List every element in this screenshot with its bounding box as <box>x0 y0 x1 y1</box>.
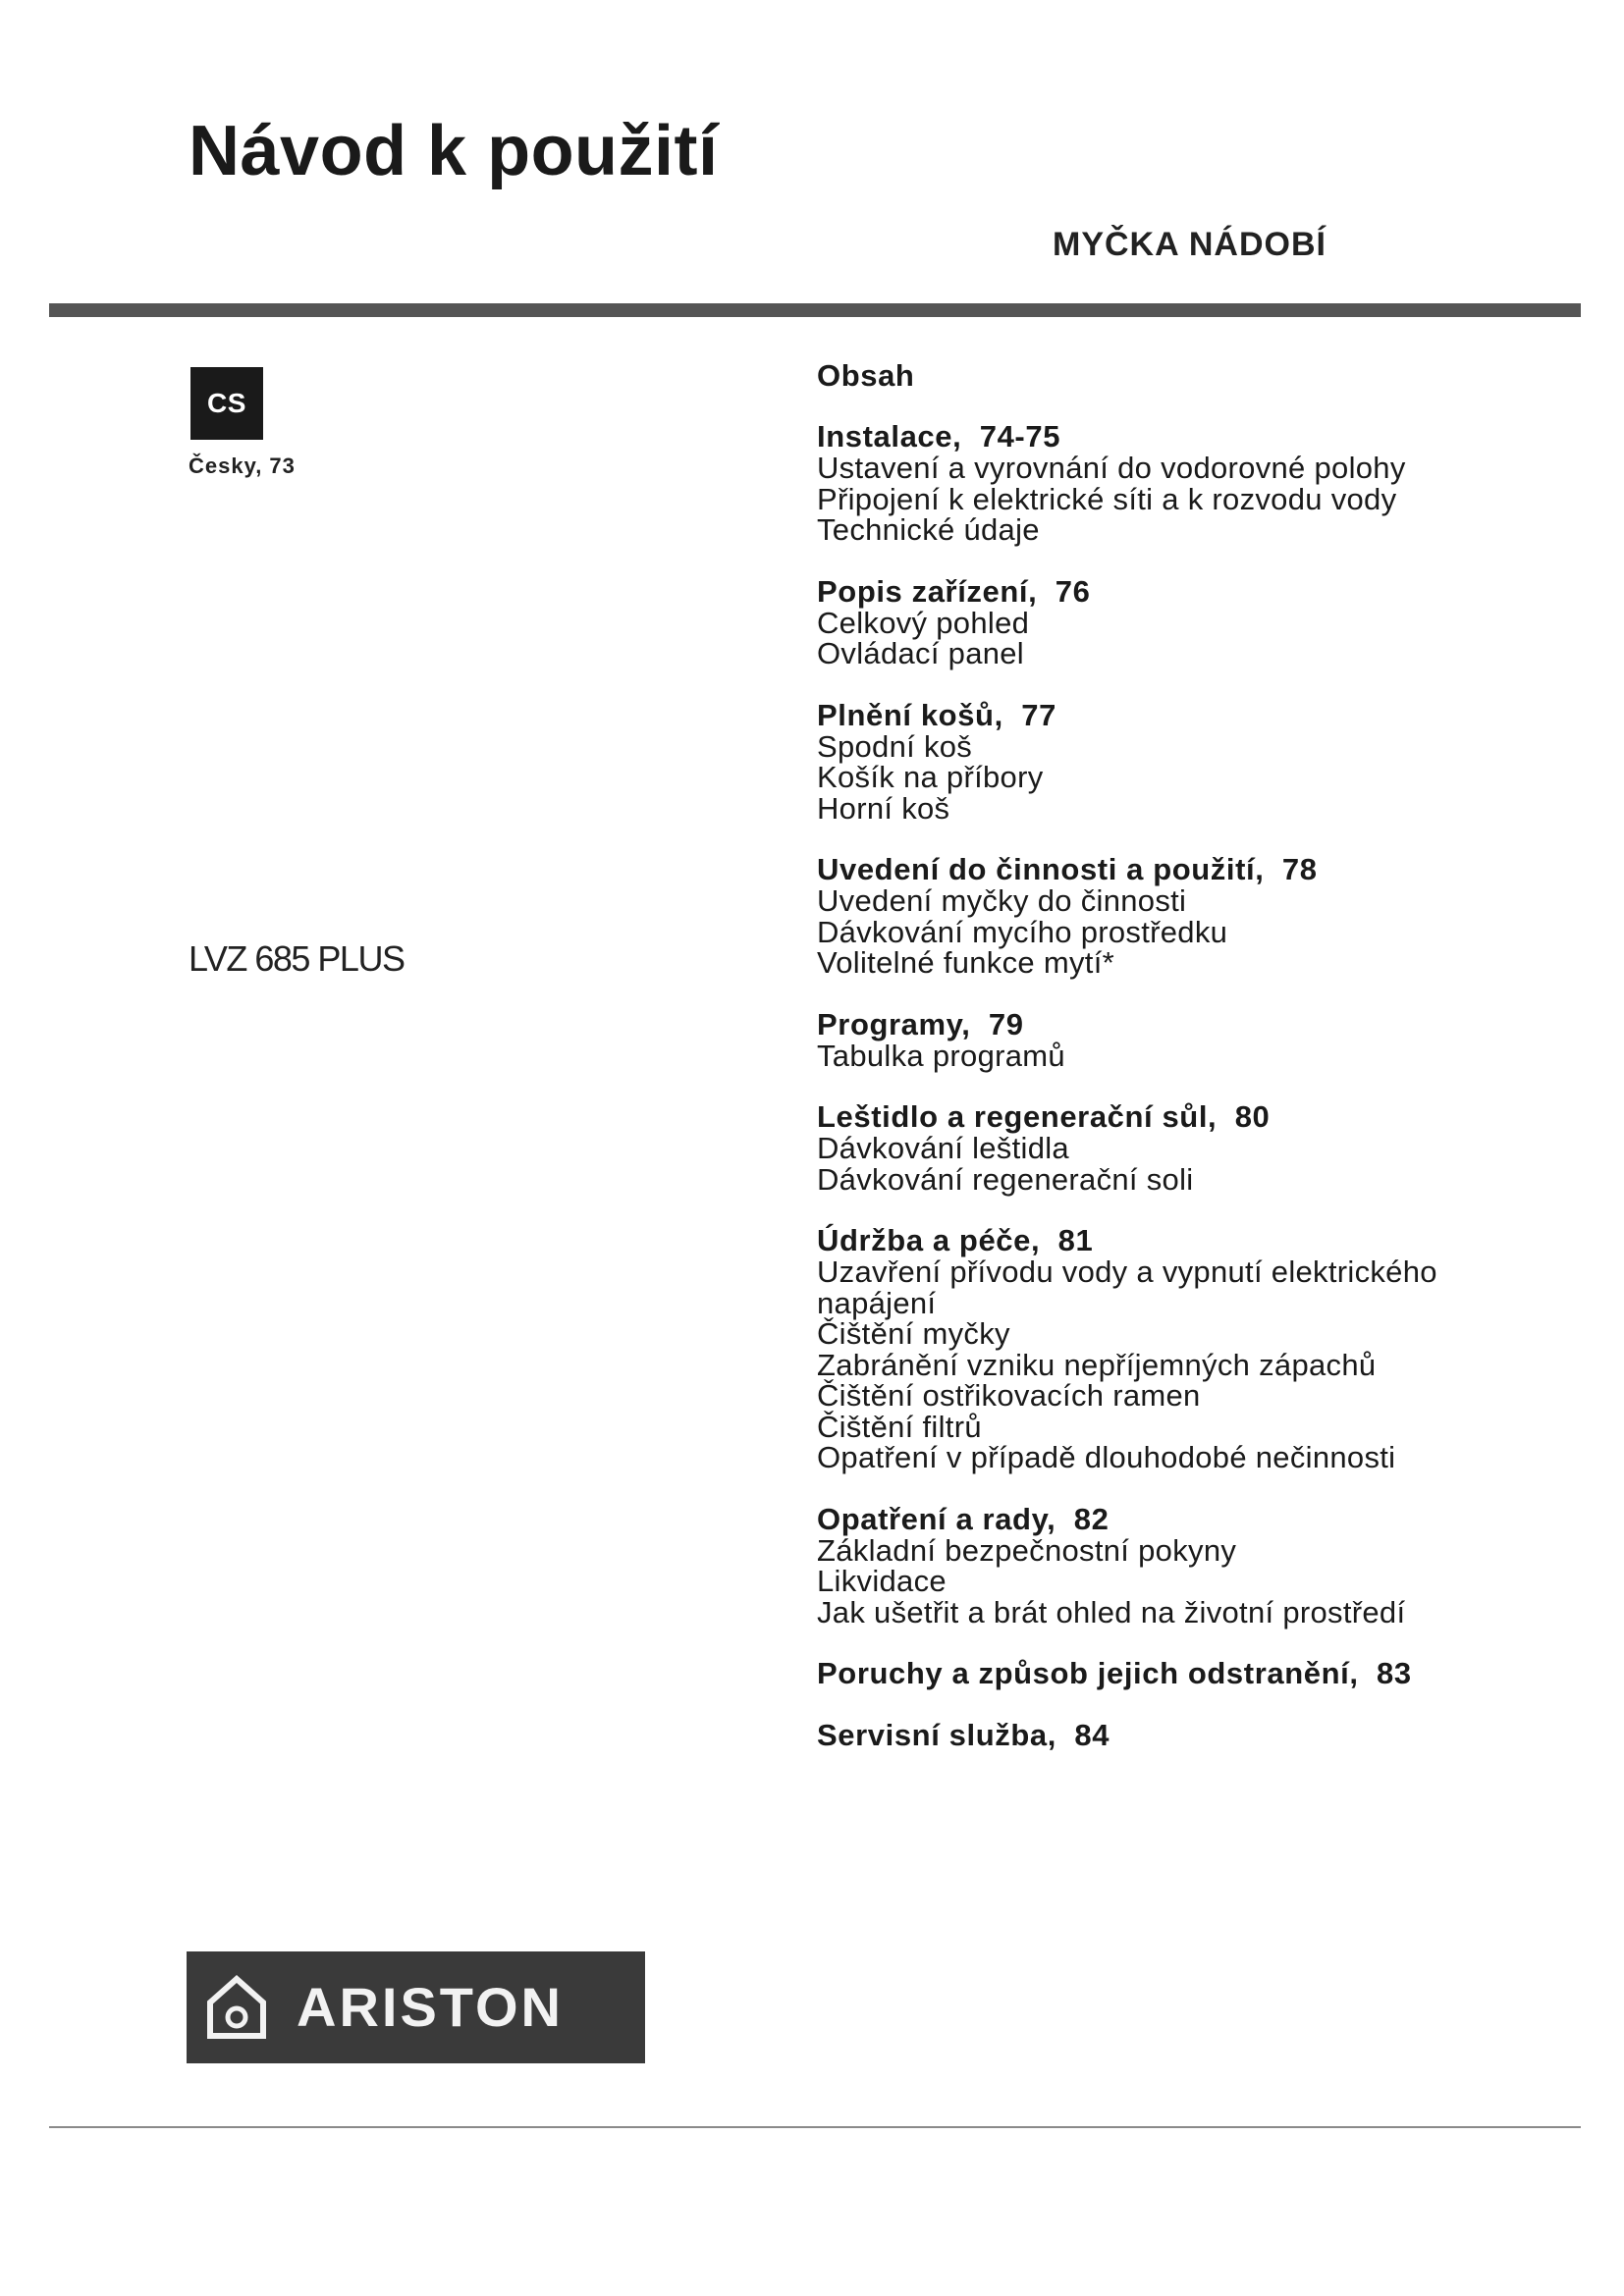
toc-section-name: Plnění košů, <box>817 697 1003 732</box>
toc-section-title <box>817 1100 1563 1133</box>
toc-section-name: Servisní služba, <box>817 1718 1056 1752</box>
toc-section <box>817 1503 1563 1629</box>
toc-item: Ovládací panel <box>817 636 1024 670</box>
toc-item: Opatření v případě dlouhodobé nečinnosti <box>817 1440 1396 1474</box>
toc-section-title <box>817 1657 1563 1689</box>
product-type: MYČKA NÁDOBÍ <box>1053 226 1326 263</box>
toc-section-name: Instalace, <box>817 419 962 454</box>
toc-item: Zabránění vzniku nepříjemných zápachů <box>817 1347 1377 1382</box>
toc-section-page: 78 <box>1281 852 1318 886</box>
toc-section <box>817 1657 1563 1689</box>
toc-section-page: 74-75 <box>979 419 1061 454</box>
toc-section-title <box>817 1008 1563 1041</box>
toc-section-title <box>817 853 1563 885</box>
toc-item: Spodní koš <box>817 728 973 764</box>
toc-section-name: Popis zařízení, <box>817 573 1038 609</box>
toc-section-page: 77 <box>1021 697 1056 732</box>
toc-item: Čištění myčky <box>817 1316 1010 1351</box>
toc-item: Technické údaje <box>817 512 1040 547</box>
toc-section-title <box>817 699 1563 731</box>
toc-section-name: Opatření a rady, <box>817 1501 1056 1536</box>
toc-section-title <box>817 575 1563 608</box>
page-title: Návod k použití <box>189 112 719 190</box>
toc-section <box>817 575 1563 669</box>
toc-item: Připojení k elektrické síti a k rozvodu vody <box>817 481 1397 516</box>
toc-item: Uvedení myčky do činnosti <box>817 883 1187 918</box>
toc-section-name: Leštidlo a regenerační sůl, <box>817 1099 1218 1134</box>
toc-item: Dávkování leštidla <box>817 1131 1069 1165</box>
toc-section-name: Programy, <box>817 1006 971 1041</box>
toc-item: Dávkování regenerační soli <box>817 1161 1194 1197</box>
toc-item: Uzavření přívodu vody a vypnutí elektrického <box>817 1255 1437 1289</box>
toc-section <box>817 853 1563 979</box>
toc-section <box>817 1008 1563 1072</box>
model-name: LVZ 685 PLUS <box>189 938 405 979</box>
toc-heading: Obsah <box>817 358 915 393</box>
toc-section <box>817 1719 1563 1751</box>
language-badge: CS <box>190 367 263 440</box>
toc-section-page: 82 <box>1073 1501 1110 1536</box>
toc-section-page: 81 <box>1057 1223 1094 1257</box>
toc-section-name: Poruchy a způsob jejich odstranění, <box>817 1656 1359 1690</box>
toc-section-page: 84 <box>1074 1718 1110 1752</box>
toc-section-page: 83 <box>1376 1656 1412 1690</box>
toc-item: Ustavení a vyrovnání do vodorovné polohy <box>817 451 1406 485</box>
ariston-logo <box>187 1951 645 2063</box>
toc-item: Likvidace <box>817 1564 947 1598</box>
toc-section <box>817 420 1563 546</box>
toc-section-title <box>817 420 1563 453</box>
toc-item: Čištění filtrů <box>817 1409 982 1444</box>
house-icon <box>206 1975 267 2040</box>
toc-section-page: 80 <box>1234 1099 1271 1134</box>
toc-section <box>817 1224 1563 1473</box>
toc-section-name: Údržba a péče, <box>817 1223 1041 1257</box>
language-page-reference: Česky, 73 <box>189 454 296 478</box>
toc-item: Volitelné funkce mytí* <box>817 945 1114 980</box>
toc-item: Čištění ostřikovacích ramen <box>817 1378 1201 1413</box>
toc-item: Jak ušetřit a brát ohled na životní prostředí <box>817 1594 1406 1629</box>
footer-divider <box>49 2126 1581 2128</box>
toc-item: Košík na příbory <box>817 760 1044 794</box>
toc-section <box>817 1100 1563 1195</box>
toc-item: Dávkování mycího prostředku <box>817 914 1228 949</box>
toc-item: Tabulka programů <box>817 1038 1065 1073</box>
toc-section-page: 79 <box>988 1006 1024 1041</box>
toc-section-title <box>817 1224 1563 1256</box>
toc-section-list <box>817 420 1563 1751</box>
toc-section-title <box>817 1719 1563 1751</box>
brand-name: ARISTON <box>297 1976 564 2038</box>
toc-item: Základní bezpečnostní pokyny <box>817 1532 1237 1568</box>
table-of-contents <box>817 357 1563 1781</box>
toc-item: Celkový pohled <box>817 605 1030 640</box>
toc-section-name: Uvedení do činnosti a použití, <box>817 852 1265 886</box>
toc-section-title <box>817 1503 1563 1535</box>
toc-item: napájení <box>817 1285 937 1320</box>
toc-item: Horní koš <box>817 790 950 826</box>
header-divider <box>49 303 1581 317</box>
toc-section <box>817 699 1563 825</box>
toc-section-page: 76 <box>1055 573 1091 609</box>
